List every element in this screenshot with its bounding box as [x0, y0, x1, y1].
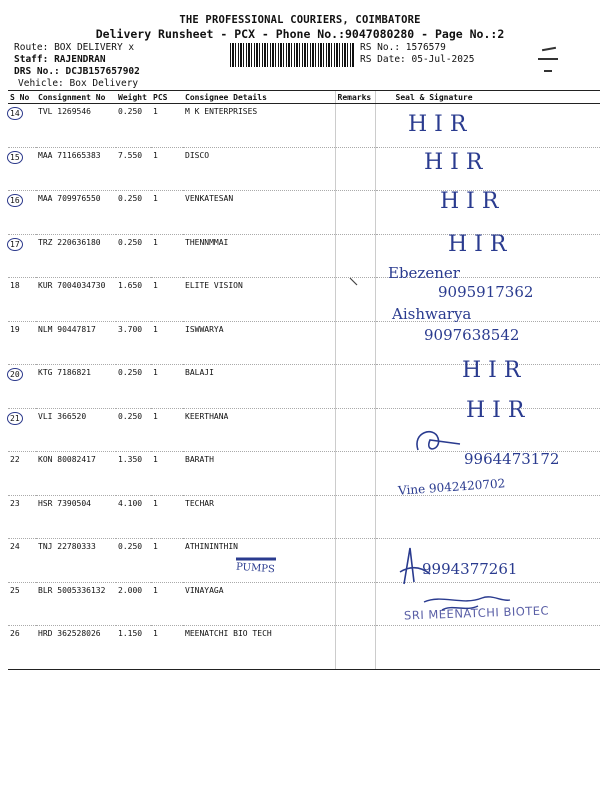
row-consignee: DISCO — [185, 150, 210, 160]
table-row — [8, 147, 600, 191]
row-consignee: VENKATESAN — [185, 194, 234, 203]
col-remarks: Remarks — [335, 91, 375, 104]
table-row — [8, 234, 600, 278]
row-consignment: KON 80082417 — [38, 455, 96, 464]
rs-date-line — [360, 54, 474, 65]
row-consignment: NLM 90447817 — [38, 324, 96, 334]
row-pcs: 1 — [153, 237, 158, 247]
row-weight: 0.250 — [118, 107, 143, 116]
signature-row-17: H I R — [448, 232, 507, 257]
signature-row-20: H I R — [462, 358, 521, 383]
signature-row-22-phone: 9964473172 — [464, 450, 560, 468]
signature-row-16: H I R — [440, 189, 499, 214]
row-consignee: VINAYAGA — [185, 585, 224, 595]
table-body — [8, 104, 600, 670]
row-consignment: KUR 7004034730 — [38, 281, 106, 290]
row-pcs: 1 — [153, 585, 158, 595]
rs-date-label: RS Date: — [360, 54, 406, 65]
row-pcs: 1 — [153, 194, 158, 203]
row-remarks — [335, 539, 375, 583]
row-pcs: 1 — [153, 107, 158, 116]
table-header-row — [8, 91, 600, 104]
row-consignment: MAA 709976550 — [38, 194, 101, 203]
row-weight: 3.700 — [118, 324, 143, 334]
signature-row-25-phone: 9994377261 — [422, 560, 518, 578]
runsheet-subtitle: Delivery Runsheet - PCX - Phone No.:9047080280 - Page No.:2 — [95, 27, 505, 41]
row-signature-cell — [375, 495, 600, 539]
staff-label: Staff: — [14, 54, 49, 65]
strikethrough-mark — [236, 556, 278, 562]
row-consignee: ISWWARYA — [185, 324, 224, 334]
row-consignment: VLI 366520 — [38, 411, 87, 421]
row-pcs: 1 — [153, 411, 158, 421]
row-sno: 24 — [10, 542, 20, 551]
row-remarks — [335, 408, 375, 452]
row-weight: 7.550 — [118, 150, 143, 160]
row-weight: 0.250 — [118, 542, 143, 551]
rs-no-value: 1576579 — [405, 42, 446, 53]
barcode — [230, 43, 354, 67]
row-consignee: M K ENTERPRISES — [185, 107, 258, 116]
company-stamp-row-26: SRI MEENATCHI BIOTEC — [403, 603, 550, 623]
row-remarks — [335, 104, 375, 148]
row-weight: 0.250 — [118, 237, 143, 247]
row-consignment: BLR 5005336132 — [38, 585, 106, 595]
signature-row-15: H I R — [424, 150, 483, 175]
row-remarks — [335, 147, 375, 191]
rs-date-value: 05-Jul-2025 — [411, 54, 475, 65]
row-weight: 0.250 — [118, 368, 143, 377]
row-consignment: TVL 1269546 — [38, 107, 91, 116]
row-remarks — [335, 582, 375, 626]
row-remarks — [335, 321, 375, 365]
col-weight: Weight — [116, 91, 151, 104]
row-consignee: ELITE VISION — [185, 281, 243, 290]
table-row — [8, 626, 600, 670]
row-consignee: KEERTHANA — [185, 411, 229, 421]
drs-label: DRS No.: — [14, 66, 60, 77]
row-weight: 4.100 — [118, 498, 143, 508]
row-consignment: MAA 711665383 — [38, 150, 101, 160]
row-consignment: TRZ 220636180 — [38, 237, 101, 247]
row-consignee: ATHININTHIN — [185, 542, 238, 551]
row-pcs: 1 — [153, 542, 158, 551]
route-value: BOX DELIVERY x — [54, 42, 135, 53]
row-consignment: TNJ 22780333 — [38, 542, 96, 551]
rs-no-label: RS No.: — [360, 42, 401, 53]
row-weight: 1.350 — [118, 455, 143, 464]
row-weight: 2.000 — [118, 585, 143, 595]
row-consignee: BALAJI — [185, 368, 214, 377]
row-consignment: HRD 362528026 — [38, 629, 101, 638]
staff-line — [14, 54, 106, 65]
drs-value: DCJB157657902 — [65, 66, 140, 77]
row-consignment: KTG 7186821 — [38, 368, 91, 377]
row-pcs: 1 — [153, 498, 158, 508]
signature-scribble-row-25 — [396, 544, 436, 588]
tick-mark — [348, 276, 360, 288]
signature-row-23: Vine 9042420702 — [397, 476, 506, 498]
row-consignment: HSR 7390504 — [38, 498, 91, 508]
handwritten-pumps: PUMPS — [235, 561, 276, 576]
row-sno: 25 — [10, 585, 20, 595]
row-weight: 0.250 — [118, 194, 143, 203]
col-seal-signature: Seal & Signature — [375, 91, 600, 104]
route-line — [14, 42, 134, 53]
row-sno: 20 — [7, 368, 23, 381]
row-remarks — [335, 234, 375, 278]
col-sno: S No — [8, 91, 36, 104]
table-row — [8, 191, 600, 235]
row-sno: 22 — [10, 455, 20, 464]
row-sno: 15 — [7, 151, 23, 164]
staff-value: RAJENDRAN — [54, 54, 106, 65]
row-weight: 1.650 — [118, 281, 143, 290]
row-pcs: 1 — [153, 324, 158, 334]
row-sno: 21 — [7, 412, 23, 425]
row-remarks — [335, 365, 375, 409]
row-sno: 14 — [7, 107, 23, 120]
vehicle-label: Vehicle: — [18, 78, 64, 89]
row-pcs: 1 — [153, 629, 158, 638]
vehicle-value: Box Delivery — [69, 78, 139, 89]
signature-row-18-name: Ebezener — [388, 264, 460, 282]
row-consignee: THENNMMAI — [185, 237, 229, 247]
row-remarks — [335, 626, 375, 670]
row-pcs: 1 — [153, 281, 158, 290]
signature-row-18-phone: 9095917362 — [438, 283, 534, 301]
route-label: Route: — [14, 42, 49, 53]
row-sno: 19 — [10, 324, 20, 334]
row-sno: 23 — [10, 498, 20, 508]
row-pcs: 1 — [153, 455, 158, 464]
row-sno: 26 — [10, 629, 20, 638]
row-sno: 16 — [7, 194, 23, 207]
row-consignee: BARATH — [185, 455, 214, 464]
signature-scribble-row-26 — [422, 592, 512, 614]
signature-row-19-phone: 9097638542 — [424, 326, 520, 344]
col-pcs: PCS — [151, 91, 183, 104]
corner-marks — [536, 45, 566, 75]
signature-scribble-row-22 — [410, 420, 470, 460]
row-signature-cell — [375, 147, 600, 191]
row-consignee: MEENATCHI BIO TECH — [185, 629, 272, 638]
row-remarks — [335, 452, 375, 496]
company-title: THE PROFESSIONAL COURIERS, COIMBATORE — [179, 14, 421, 26]
row-signature-cell — [375, 626, 600, 670]
signature-row-14: H I R — [408, 112, 467, 137]
vehicle-line — [18, 78, 138, 89]
row-consignee: TECHAR — [185, 498, 214, 508]
row-pcs: 1 — [153, 150, 158, 160]
drs-line — [14, 66, 140, 77]
table-row — [8, 495, 600, 539]
row-pcs: 1 — [153, 368, 158, 377]
row-weight: 1.150 — [118, 629, 143, 638]
row-sno: 18 — [10, 281, 20, 290]
table-row — [8, 104, 600, 148]
row-remarks — [335, 191, 375, 235]
col-consignee: Consignee Details — [183, 91, 335, 104]
col-consignment: Consignment No — [36, 91, 116, 104]
row-sno: 17 — [7, 238, 23, 251]
rs-no-line — [360, 42, 446, 53]
row-weight: 0.250 — [118, 411, 143, 421]
row-remarks — [335, 495, 375, 539]
signature-row-21: H I R — [466, 398, 525, 423]
signature-row-19-name: Aishwarya — [392, 305, 472, 323]
